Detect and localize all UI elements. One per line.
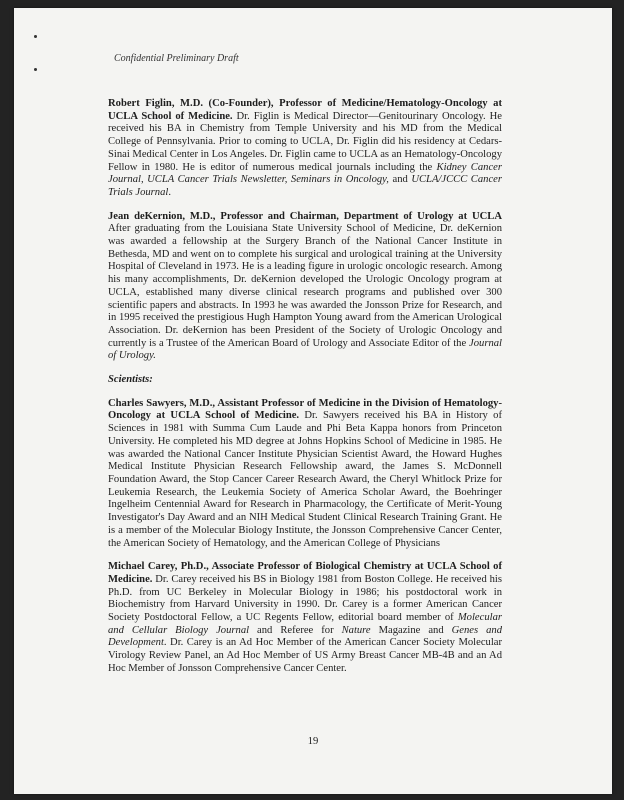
section-heading: Scientists: [108, 374, 153, 386]
page-content [108, 98, 502, 687]
draft-header: Confidential Preliminary Draft [114, 53, 239, 64]
bio-carey: Michael Carey, Ph.D., Associate Professor of Biological Chemistry at UCLA School of Medicine. Dr. Carey received his BS in Biology 1981 from Boston College. He received his Ph.D. from UC Berkeley in Molecular Biology in 1986; his postdoctoral work in Biochemistry from Harvard University in 1990. Dr. Carey is a former American Cancer Society Postdoctoral Fellow, a UC Regents Fellow, editorial board member of Molecular and Cellular Biology Journal and Referee for Nature Magazine and Genes and Development. Dr. Carey is an Ad Hoc Member of the American Cancer Society Molecular Virology Review Panel, an Ad Hoc Member of US Army Breast Cancer MB-4B and an Ad Hoc Member of Jonsson Comprehensive Cancer Center. [108, 561, 502, 674]
page-number: 19 [307, 736, 319, 747]
bio-sawyers: Charles Sawyers, M.D., Assistant Professor of Medicine in the Division of Hematology-Oncology at UCLA School of Medicine. Dr. Sawyers received his BA in History of Sciences in 1981 with Summa Cum Laude and Phi Beta Kappa honors from Princeton University. He completed his MD degree at Johns Hopkins School of Medicine in 1985. He was awarded the National Cancer Institute Physician Scientist Award, the Howard Hughes Medical Institute Physician Research Fellowship award, the James S. McDonnell Foundation Award, the Stop Cancer Career Research Award, the Cheryl Whitlock Prize for Leukemia Research, the Leukemia Society of America Scholar Award, the Boehringer Ingelheim Centennial Award for Research in Pharmacology, the Certificate of Merit-Young Investigator's Day Award and an NIH Medical Student Clinical Research Training Grant. He is a member of the Molecular Biology Institute, the Jonsson Comprehensive Cancer Center, the American Society of Hematology, and the American College of Physicians [108, 397, 502, 549]
bio-dekernion: Jean deKernion, M.D., Professor and Chairman, Department of Urology at UCLA After graduating from the Louisiana State University School of Medicine, Dr. deKernion was awarded a fellowship at the Surgery Branch of the National Cancer Institute in Bethesda, MD and went on to complete his surgical and urological training at the University Hospital of Cleveland in 1973. He is a leading figure in urologic oncologic research. Among his many accomplishments, Dr. deKernion developed the Urologic Oncology program at UCLA, established many diverse clinical research programs and published over 300 scientific papers and abstracts. In 1993 he was awarded the Jonsson Prize for Research, and in 1995 received the prestigious Hugh Hampton Young award from the American Urological Association. Dr. deKernion has been President of the Society of Urologic Oncology and currently is a Trustee of the American Board of Urology and Associate Editor of the Journal of Urology. [108, 210, 502, 362]
bio-name-title: Jean deKernion, M.D., Professor and Chairman, Department of Urology at UCLA [108, 210, 502, 222]
bio-name-title: Charles Sawyers, M.D., Assistant Professor of Medicine in the Division of Hematology-Oncology at UCLA School of Medicine. [108, 397, 502, 422]
binder-hole-mark [34, 68, 37, 71]
document-page [14, 8, 612, 794]
bio-name-title: Michael Carey, Ph.D., Associate Professor of Biological Chemistry at UCLA School of Medicine. [108, 561, 502, 585]
bio-figlin: Robert Figlin, M.D. (Co-Founder), Professor of Medicine/Hematology-Oncology at UCLA School of Medicine. Dr. Figlin is Medical Director—Genitourinary Oncology. He received his BA in Chemistry from Temple University and his MD from the Medical College of Pennsylvania. Prior to coming to UCLA, Dr. Figlin did his residency at Cedars-Sinai Medical Center in Los Angeles. Dr. Figlin came to UCLA as an Hematology-Oncology Fellow in 1980. He is editor of numerous medical journals including the Kidney Cancer Journal, UCLA Cancer Trials Newsletter, Seminars in Oncology, and UCLA/JCCC Cancer Trials Journal. [108, 98, 502, 198]
bio-name-title: Robert Figlin, M.D. (Co-Founder), Professor of Medicine/Hematology-Oncology at UCLA School of Medicine. [108, 98, 502, 122]
binder-hole-mark [34, 35, 37, 38]
